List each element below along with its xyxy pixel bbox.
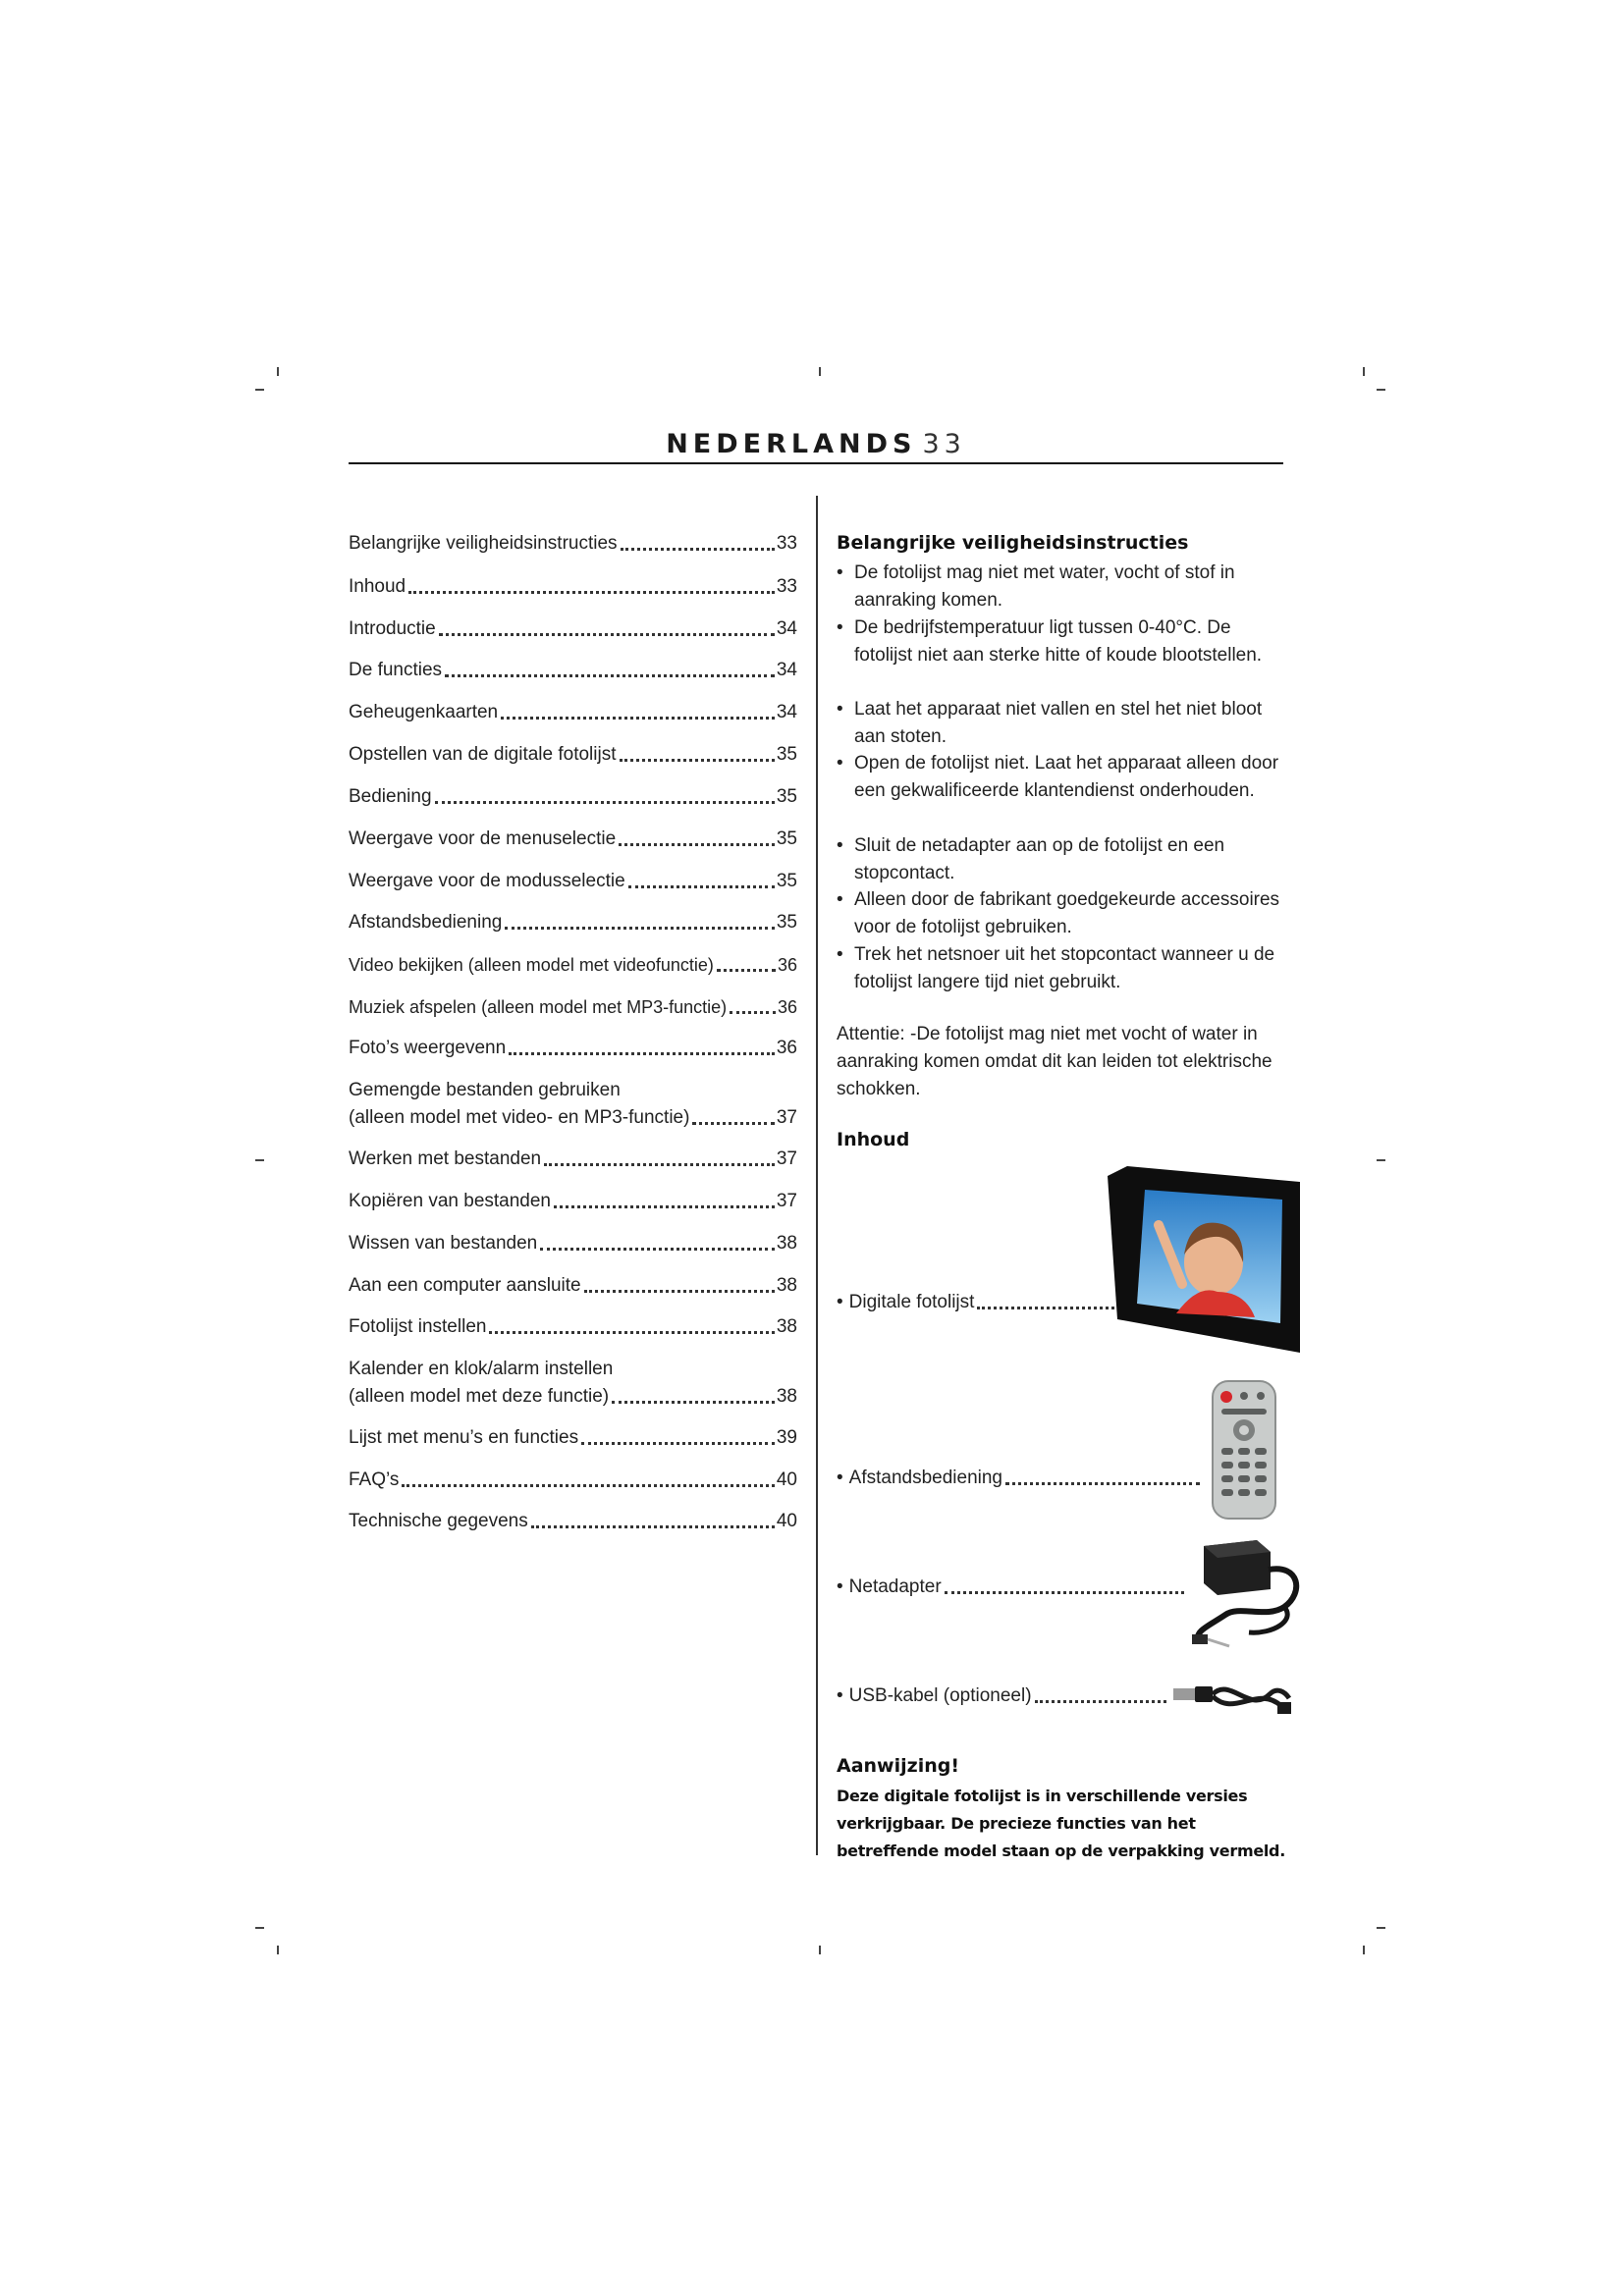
contents-item: • Digitale fotolijst <box>837 1289 1116 1316</box>
usb-cable-image <box>1171 1675 1294 1722</box>
toc-item: Foto’s weergevenn 36 <box>349 1038 797 1058</box>
toc-item: Bediening 35 <box>349 786 797 807</box>
contents-item: • Afstandsbediening <box>837 1465 1202 1492</box>
contents-item: • USB-kabel (optioneel) <box>837 1682 1168 1710</box>
toc-item: Gemengde bestanden gebruiken (alleen model met video- en MP3-functie) 37 <box>349 1080 797 1128</box>
toc-item: Geheugenkaarten 34 <box>349 702 797 722</box>
safety-bullet: • De fotolijst mag niet met water, vocht of stof in aanraking komen. <box>837 560 1288 614</box>
toc-item: Fotolijst instellen 38 <box>349 1316 797 1337</box>
toc-item: Weergave voor de menuselectie 35 <box>349 828 797 849</box>
safety-heading: Belangrijke veiligheidsinstructies <box>837 532 1189 554</box>
toc-item: Aan een computer aansluite 38 <box>349 1275 797 1296</box>
toc-item: Weergave voor de modusselectie 35 <box>349 871 797 891</box>
toc-item: Kalender en klok/alarm instellen (alleen model met deze functie) 38 <box>349 1359 797 1407</box>
toc-item: Werken met bestanden 37 <box>349 1148 797 1169</box>
safety-bullet: • Alleen door de fabrikant goedgekeurde accessoires voor de fotolijst gebruiken. <box>837 886 1288 941</box>
toc-item: Video bekijken (alleen model met videofunctie) 36 <box>349 955 797 975</box>
toc-item: Muziek afspelen (alleen model met MP3-functie) 36 <box>349 997 797 1017</box>
toc-item: Belangrijke veiligheidsinstructies 33 <box>349 533 797 554</box>
safety-bullet: • Open de fotolijst niet. Laat het apparaat alleen door een gekwalificeerde klantendienst onderhouden. <box>837 750 1288 805</box>
safety-bullet: • Sluit de netadapter aan op de fotolijst en een stopcontact. <box>837 832 1288 887</box>
remote-control-image <box>1210 1379 1278 1522</box>
toc-item: Introductie 34 <box>349 618 797 639</box>
toc-item: FAQ’s 40 <box>349 1469 797 1490</box>
header-language: NEDERLANDS <box>666 429 917 459</box>
toc-item: Lijst met menu’s en functies 39 <box>349 1427 797 1448</box>
contents-item: • Netadapter <box>837 1574 1186 1601</box>
toc-item: Inhoud 33 <box>349 576 797 597</box>
note-body: Deze digitale fotolijst is in verschillende versies verkrijgbaar. De precieze functies van het betreffende model staan op de verpakking vermeld. <box>837 1787 1285 1860</box>
toc-item: Kopiëren van bestanden 37 <box>349 1191 797 1211</box>
safety-bullet: • Laat het apparaat niet vallen en stel het niet bloot aan stoten. <box>837 696 1288 751</box>
toc-item: De functies 34 <box>349 660 797 680</box>
safety-bullet: • Trek het netsnoer uit het stopcontact wanneer u de fotolijst langere tijd niet gebruikt. <box>837 941 1288 996</box>
contents-heading: Inhoud <box>837 1129 910 1150</box>
note-heading: Aanwijzing! <box>837 1755 959 1777</box>
safety-bullet: • De bedrijfstemperatuur ligt tussen 0-40°C. De fotolijst niet aan sterke hitte of koude blootstellen. <box>837 614 1288 669</box>
column-divider <box>816 496 818 1855</box>
toc-item: Afstandsbediening 35 <box>349 912 797 933</box>
toc-item: Wissen van bestanden 38 <box>349 1233 797 1254</box>
toc-item: Technische gegevens 40 <box>349 1511 797 1531</box>
page-header <box>349 429 1283 464</box>
power-adapter-image <box>1190 1536 1304 1652</box>
photo-frame-image <box>1108 1166 1300 1353</box>
header-page-number: 33 <box>922 429 966 459</box>
toc-item: Opstellen van de digitale fotolijst 35 <box>349 744 797 765</box>
attention-paragraph: Attentie: -De fotolijst mag niet met vocht of water in aanraking komen omdat dit kan leiden tot elektrische schokken. <box>837 1024 1272 1099</box>
